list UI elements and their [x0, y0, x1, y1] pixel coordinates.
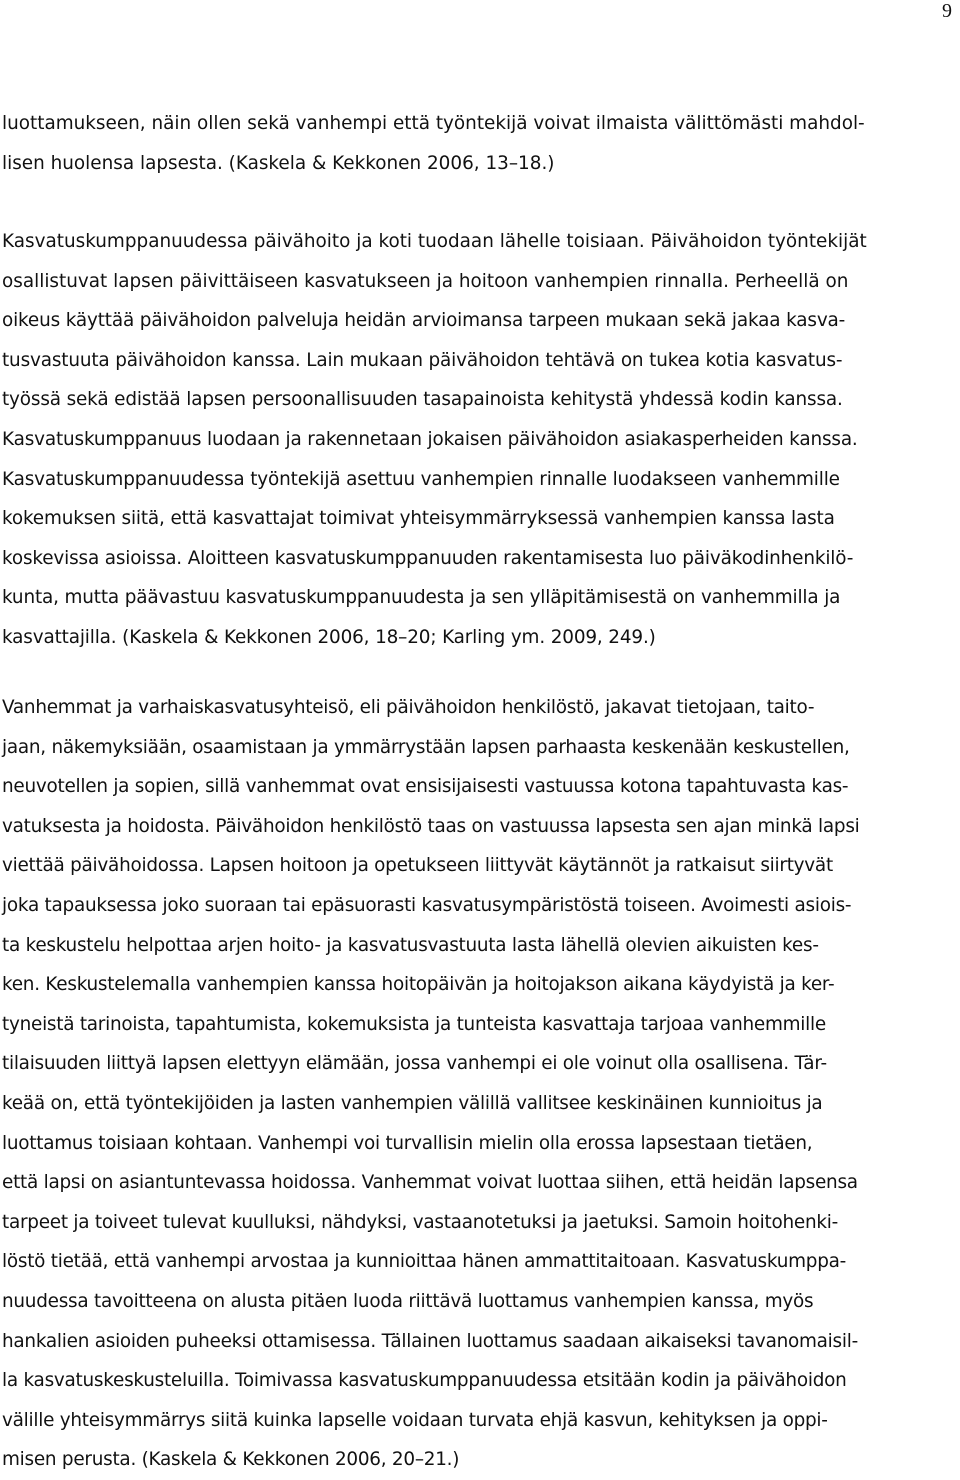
- text-line: Vanhemmat ja varhaiskasvatusyhteisö, eli päivähoidon henkilöstö, jakavat tietojaan, taito-: [2, 697, 815, 718]
- text-line: osallistuvat lapsen päivittäiseen kasvatukseen ja hoitoon vanhempien rinnalla. Perheellä on: [2, 270, 849, 292]
- text-line: joka tapauksessa joko suoraan tai epäsuorasti kasvatusympäristöstä toiseen. Avoimesti asiois-: [2, 894, 852, 916]
- text-line: vatuksesta ja hoidosta. Päivähoidon henkilöstö taas on vastuussa lapsesta sen ajan minkä lapsi: [2, 815, 860, 837]
- text-line: työssä sekä edistää lapsen persoonallisuuden tasapainoista kehitystä yhdessä kodin kanssa.: [2, 389, 843, 411]
- text-line: Kasvatuskumppanuudessa työntekijä asettuu vanhempien rinnalle luodakseen vanhemmille: [2, 468, 840, 490]
- text-line: kokemuksen siitä, että kasvattajat toimivat yhteisymmärryksessä vanhempien kanssa lasta: [2, 508, 835, 530]
- text-line: misen perusta. (Kaskela & Kekkonen 2006, 20–21.): [2, 1449, 460, 1471]
- text-line: tyneistä tarinoista, tapahtumista, kokemuksista ja tunteista kasvattaja tarjoaa vanhemmille: [2, 1013, 826, 1035]
- text-line: koskevissa asioissa. Aloitteen kasvatuskumppanuuden rakentamisesta luo päiväkodinhenkilö-: [2, 547, 854, 569]
- text-line: Kasvatuskumppanuus luodaan ja rakennetaan jokaisen päivähoidon asiakasperheiden kanssa.: [2, 428, 858, 450]
- text-line: la kasvatuskeskusteluilla. Toimivassa kasvatuskumppanuudessa etsitään kodin ja päivähoidon: [2, 1370, 847, 1392]
- text-line: neuvotellen ja sopien, sillä vanhemmat ovat ensisijaisesti vastuussa kotona tapahtuvasta kas-: [2, 776, 849, 798]
- text-line: löstö tietää, että vanhempi arvostaa ja kunnioittaa hänen ammattitaitoaan. Kasvatuskumppa-: [2, 1251, 847, 1273]
- page-number: 9: [942, 0, 952, 22]
- paragraph-1: [2, 104, 957, 183]
- text-line: viettää päivähoidossa. Lapsen hoitoon ja opetukseen liittyvät käytännöt ja ratkaisut siirtyvät: [2, 855, 833, 877]
- paragraph-3: [2, 688, 957, 1480]
- text-line: luottamukseen, näin ollen sekä vanhempi että työntekijä voivat ilmaista välittömästi mahdol-: [2, 113, 865, 134]
- text-line: ken. Keskustelemalla vanhempien kanssa hoitopäivän ja hoitojakson aikana käydyistä ja ker-: [2, 974, 835, 996]
- text-line: Kasvatuskumppanuudessa päivähoito ja koti tuodaan lähelle toisiaan. Päivähoidon työntekijät: [2, 231, 867, 252]
- paragraph-2: [2, 222, 957, 658]
- text-line: kasvattajilla. (Kaskela & Kekkonen 2006, 18–20; Karling ym. 2009, 249.): [2, 626, 656, 648]
- text-line: nuudessa tavoitteena on alusta pitäen luoda riittävä luottamus vanhempien kanssa, myös: [2, 1290, 814, 1312]
- text-line: ta keskustelu helpottaa arjen hoito- ja kasvatusvastuuta lasta lähellä olevien aikuisten kes-: [2, 934, 819, 956]
- text-line: luottamus toisiaan kohtaan. Vanhempi voi turvallisin mielin olla erossa lapsestaan tietäen,: [2, 1132, 813, 1154]
- text-line: oikeus käyttää päivähoidon palveluja heidän arvioimansa tarpeen mukaan sekä jakaa kasva-: [2, 310, 846, 332]
- text-line: keää on, että työntekijöiden ja lasten vanhempien välillä vallitsee keskinäinen kunnioitus ja: [2, 1092, 823, 1114]
- text-line: kunta, mutta päävastuu kasvatuskumppanuudesta ja sen ylläpitämisestä on vanhemmilla ja: [2, 587, 841, 609]
- text-line: että lapsi on asiantuntevassa hoidossa. Vanhemmat voivat luottaa siihen, että heidän lapsensa: [2, 1172, 858, 1194]
- text-line: tilaisuuden liittyä lapsen elettyyn elämään, jossa vanhempi ei ole voinut olla osallisena. Tär-: [2, 1053, 827, 1075]
- text-line: tusvastuuta päivähoidon kanssa. Lain mukaan päivähoidon tehtävä on tukea kotia kasvatus-: [2, 349, 843, 371]
- text-line: hankalien asioiden puheeksi ottamisessa. Tällainen luottamus saadaan aikaiseksi tavanomaisil-: [2, 1330, 858, 1352]
- text-line: välille yhteisymmärrys siitä kuinka lapselle voidaan turvata ehjä kasvun, kehityksen ja oppi-: [2, 1409, 828, 1431]
- text-line: jaan, näkemyksiään, osaamistaan ja ymmärrystään lapsen parhaasta keskenään keskustellen,: [2, 736, 850, 758]
- text-line: tarpeet ja toiveet tulevat kuulluksi, nähdyksi, vastaanotetuksi ja jaetuksi. Samoin hoitohenki-: [2, 1211, 839, 1233]
- text-line: lisen huolensa lapsesta. (Kaskela & Kekkonen 2006, 13–18.): [2, 152, 555, 174]
